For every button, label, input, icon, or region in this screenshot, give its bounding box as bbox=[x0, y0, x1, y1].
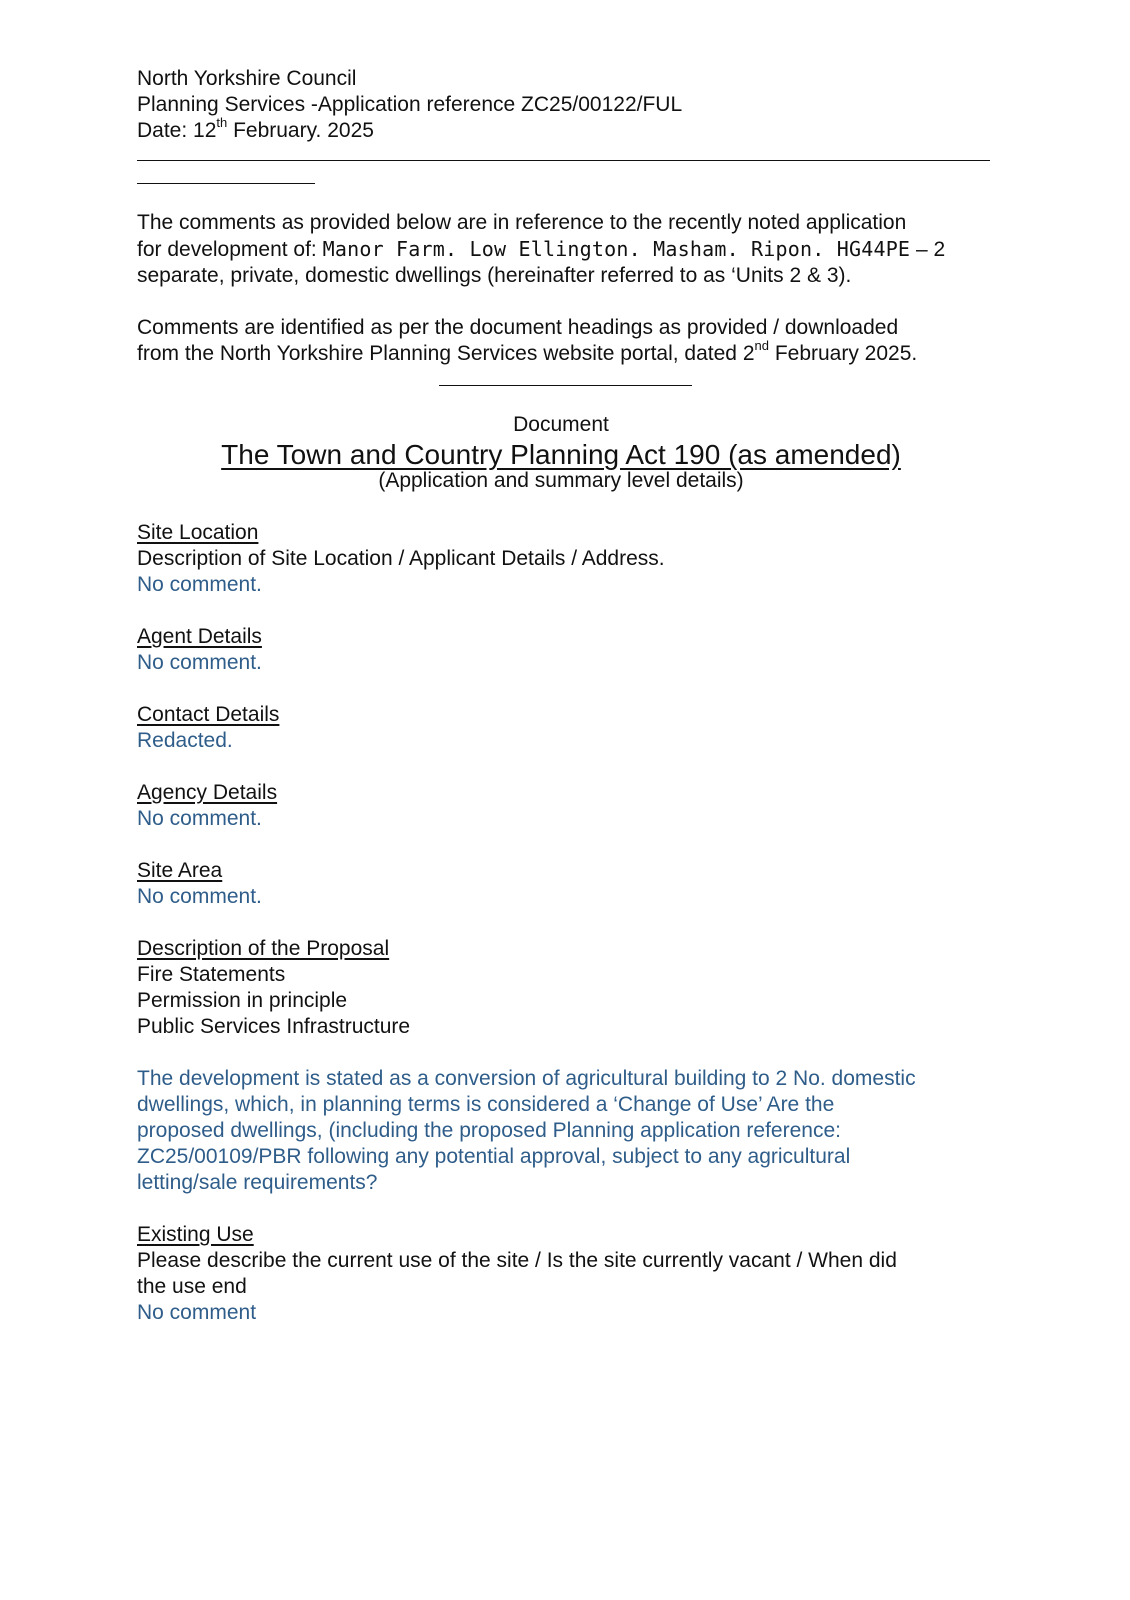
proposal-item: Permission in principle bbox=[137, 989, 348, 1012]
section-site-area bbox=[137, 858, 997, 910]
header-divider bbox=[137, 144, 990, 161]
section-contact-details bbox=[137, 702, 997, 754]
contact-details-comment: Redacted. bbox=[137, 729, 233, 752]
header-org: North Yorkshire Council bbox=[137, 67, 357, 90]
document-page bbox=[137, 66, 997, 1326]
existing-use-description-continued: the use end bbox=[137, 1275, 247, 1298]
heading-site-location: Site Location bbox=[137, 521, 259, 544]
intro-paragraph-1: The comments as provided below are in reference to the recently noted application for development of: Manor Farm. Low Ellington. Masham. Ripon. HG44PE – 2 separate, private, domestic dwellings (hereinafter referred to as ‘Units 2 & 3). bbox=[137, 211, 946, 287]
document-title: The Town and Country Planning Act 190 (as amended) bbox=[221, 439, 901, 470]
document-label: Document bbox=[513, 413, 609, 436]
heading-existing-use: Existing Use bbox=[137, 1223, 254, 1246]
section-existing-use bbox=[137, 1222, 997, 1326]
proposal-item: Fire Statements bbox=[137, 963, 286, 986]
existing-use-description: Please describe the current use of the site / Is the site currently vacant / When did bbox=[137, 1249, 897, 1272]
heading-site-area: Site Area bbox=[137, 859, 223, 882]
heading-contact-details: Contact Details bbox=[137, 703, 280, 726]
header-divider-continued bbox=[137, 161, 315, 184]
intro-paragraph-2: Comments are identified as per the document headings as provided / downloaded from the North Yorkshire Planning Services website portal, dated 2nd February 2025. bbox=[137, 316, 918, 365]
site-location-description: Description of Site Location / Applicant Details / Address. bbox=[137, 547, 665, 570]
section-divider bbox=[439, 367, 692, 386]
section-agency-details bbox=[137, 780, 997, 832]
heading-agency-details: Agency Details bbox=[137, 781, 278, 804]
proposal-item: Public Services Infrastructure bbox=[137, 1015, 411, 1038]
existing-use-comment: No comment bbox=[137, 1301, 257, 1324]
header-reference: Planning Services -Application reference ZC25/00122/FUL bbox=[137, 93, 683, 116]
agent-details-comment: No comment. bbox=[137, 651, 262, 674]
site-address: Manor Farm. Low Ellington. Masham. Ripon. HG44PE bbox=[322, 237, 911, 261]
section-site-location bbox=[137, 520, 997, 598]
site-area-comment: No comment. bbox=[137, 885, 262, 908]
proposal-comment: The development is stated as a conversion of agricultural building to 2 No. domestic dwellings, which, in planning terms is considered a ‘Change of Use’ Are the proposed dwellings, (including the proposed Planning application reference: ZC25/00109/PBR following any potential approval, subject to any agricultural letting/sale requirements? bbox=[137, 1067, 916, 1194]
header-date: Date: 12th February. 2025 bbox=[137, 115, 374, 142]
site-location-comment: No comment. bbox=[137, 573, 262, 596]
section-proposal bbox=[137, 936, 997, 1040]
heading-agent-details: Agent Details bbox=[137, 625, 262, 648]
heading-proposal: Description of the Proposal bbox=[137, 937, 390, 960]
section-agent-details bbox=[137, 624, 997, 676]
document-subtitle: (Application and summary level details) bbox=[378, 469, 744, 492]
agency-details-comment: No comment. bbox=[137, 807, 262, 830]
